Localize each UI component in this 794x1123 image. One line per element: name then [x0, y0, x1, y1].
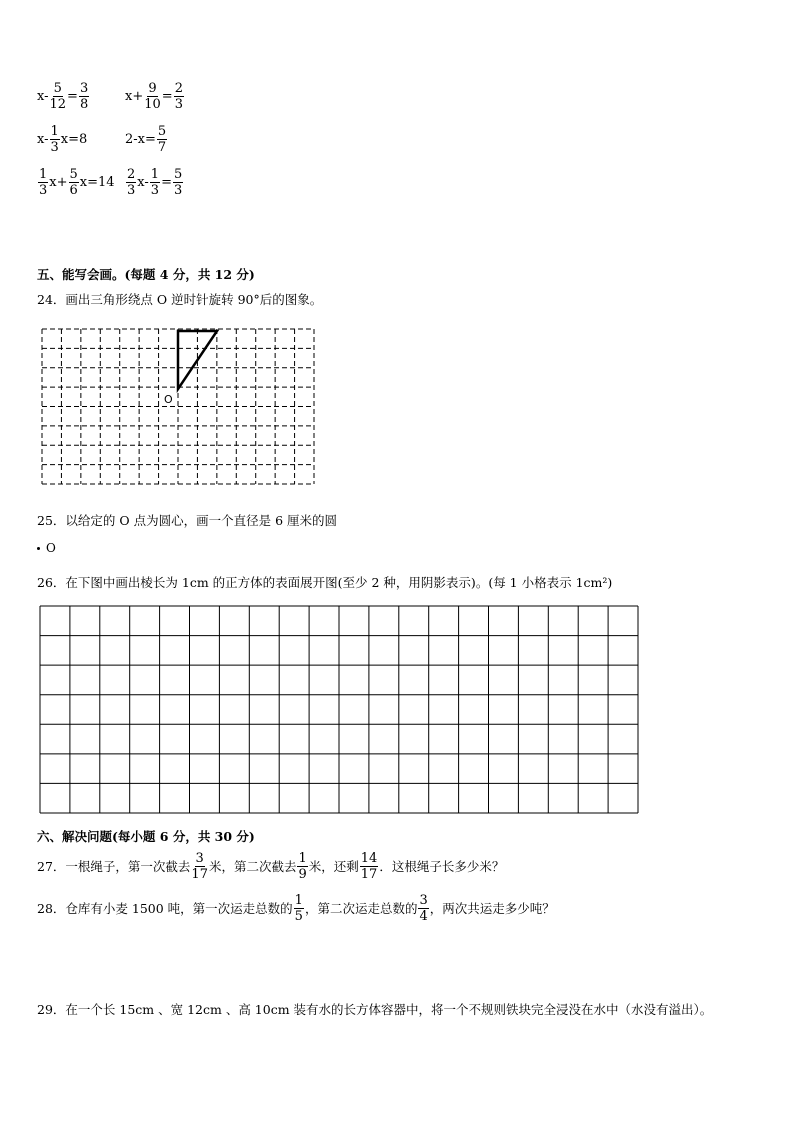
question-24: 24．画出三角形绕点 O 逆时针旋转 90°后的图象。 — [37, 292, 323, 307]
text-run: x- — [137, 174, 149, 190]
equation — [37, 78, 90, 114]
equation — [125, 164, 184, 200]
denominator: 3 — [39, 182, 48, 198]
denominator: 12 — [49, 96, 67, 112]
text-run: ，第二次运走总数的 — [304, 901, 418, 916]
text-run: x- — [37, 131, 49, 147]
numerator: 3 — [195, 850, 204, 866]
fraction — [157, 125, 167, 154]
numerator: 5 — [173, 166, 183, 182]
text-run: x+ — [125, 88, 144, 104]
fraction — [79, 82, 89, 111]
numerator: 5 — [53, 80, 62, 96]
fraction — [69, 168, 79, 197]
numerator: 14 — [360, 850, 378, 866]
fraction — [126, 168, 136, 197]
numerator: 1 — [39, 166, 48, 182]
denominator: 3 — [150, 182, 160, 198]
fraction — [50, 125, 60, 154]
point-o-marker — [37, 541, 56, 555]
fraction — [174, 82, 184, 111]
equation — [125, 121, 168, 157]
text-run: x- — [37, 88, 49, 104]
fraction — [173, 168, 183, 197]
point-o-label: O — [164, 393, 173, 406]
point-o-text: O — [46, 541, 56, 555]
numerator: 5 — [69, 166, 78, 182]
fraction — [360, 852, 379, 881]
denominator: 17 — [191, 866, 208, 882]
text-run: = — [67, 88, 78, 104]
fraction — [297, 852, 307, 881]
section-5-heading: 五、能写会画。(每题 4 分，共 12 分) — [37, 267, 255, 282]
equation — [37, 164, 115, 200]
numerator: 2 — [127, 166, 136, 182]
numerator: 9 — [148, 80, 157, 96]
dot-icon — [37, 547, 40, 550]
numerator: 1 — [294, 892, 303, 908]
denominator: 17 — [360, 866, 378, 882]
fraction — [418, 894, 428, 923]
denominator: 9 — [298, 866, 307, 882]
question-27 — [37, 848, 504, 884]
text-run: 28．仓库有小麦 1500 吨，第一次运走总数的 — [37, 901, 293, 916]
text-run: 米，还剩 — [308, 859, 359, 874]
numerator: 2 — [174, 80, 183, 96]
question-29: 29．在一个长 15cm 、宽 12cm 、高 10cm 装有水的长方体容器中，将一个不规则铁块完全浸没在水中（水没有溢出）。 — [37, 1002, 713, 1017]
section-6-heading: 六、解决问题(每小题 6 分，共 30 分) — [37, 829, 255, 844]
text-run: 2-x= — [125, 131, 156, 147]
denominator: 3 — [50, 139, 59, 155]
equation — [37, 121, 87, 157]
text-run: ，两次共运走多少吨？ — [429, 901, 555, 916]
numerator: 5 — [157, 123, 167, 139]
fraction — [38, 168, 48, 197]
denominator: 3 — [174, 96, 183, 112]
text-run: ．这根绳子长多少米？ — [379, 859, 505, 874]
denominator: 6 — [69, 182, 78, 198]
net-drawing-grid — [39, 605, 640, 815]
fraction — [191, 852, 208, 881]
text-run: x=14 — [79, 174, 115, 190]
rotation-grid — [40, 327, 317, 487]
numerator: 1 — [150, 166, 160, 182]
text-run: 27．一根绳子，第一次截去 — [37, 859, 191, 874]
numerator: 3 — [79, 80, 89, 96]
solid-grid-lines — [40, 606, 638, 813]
denominator: 3 — [173, 182, 183, 198]
numerator: 1 — [50, 123, 59, 139]
denominator: 4 — [419, 908, 428, 924]
text-run: = — [161, 174, 172, 190]
text-run: x=8 — [60, 131, 88, 147]
fraction — [150, 168, 160, 197]
equations-block — [37, 78, 237, 204]
question-25: 25．以给定的 O 点为圆心，画一个直径是 6 厘米的圆 — [37, 513, 338, 528]
fraction — [144, 82, 161, 111]
denominator: 7 — [157, 139, 167, 155]
question-26: 26．在下图中画出棱长为 1cm 的正方体的表面展开图(至少 2 种，用阴影表示)。(每 1 小格表示 1cm²) — [37, 575, 613, 590]
numerator: 3 — [419, 892, 428, 908]
text-run: = — [161, 88, 173, 104]
denominator: 5 — [294, 908, 303, 924]
equation — [125, 78, 185, 114]
text-run: 米，第二次截去 — [208, 859, 297, 874]
text-run: x+ — [49, 174, 68, 190]
fraction — [294, 894, 304, 923]
fraction — [50, 82, 67, 111]
question-28 — [37, 890, 555, 926]
denominator: 3 — [127, 182, 136, 198]
numerator: 1 — [298, 850, 307, 866]
denominator: 8 — [79, 96, 89, 112]
denominator: 10 — [144, 96, 161, 112]
